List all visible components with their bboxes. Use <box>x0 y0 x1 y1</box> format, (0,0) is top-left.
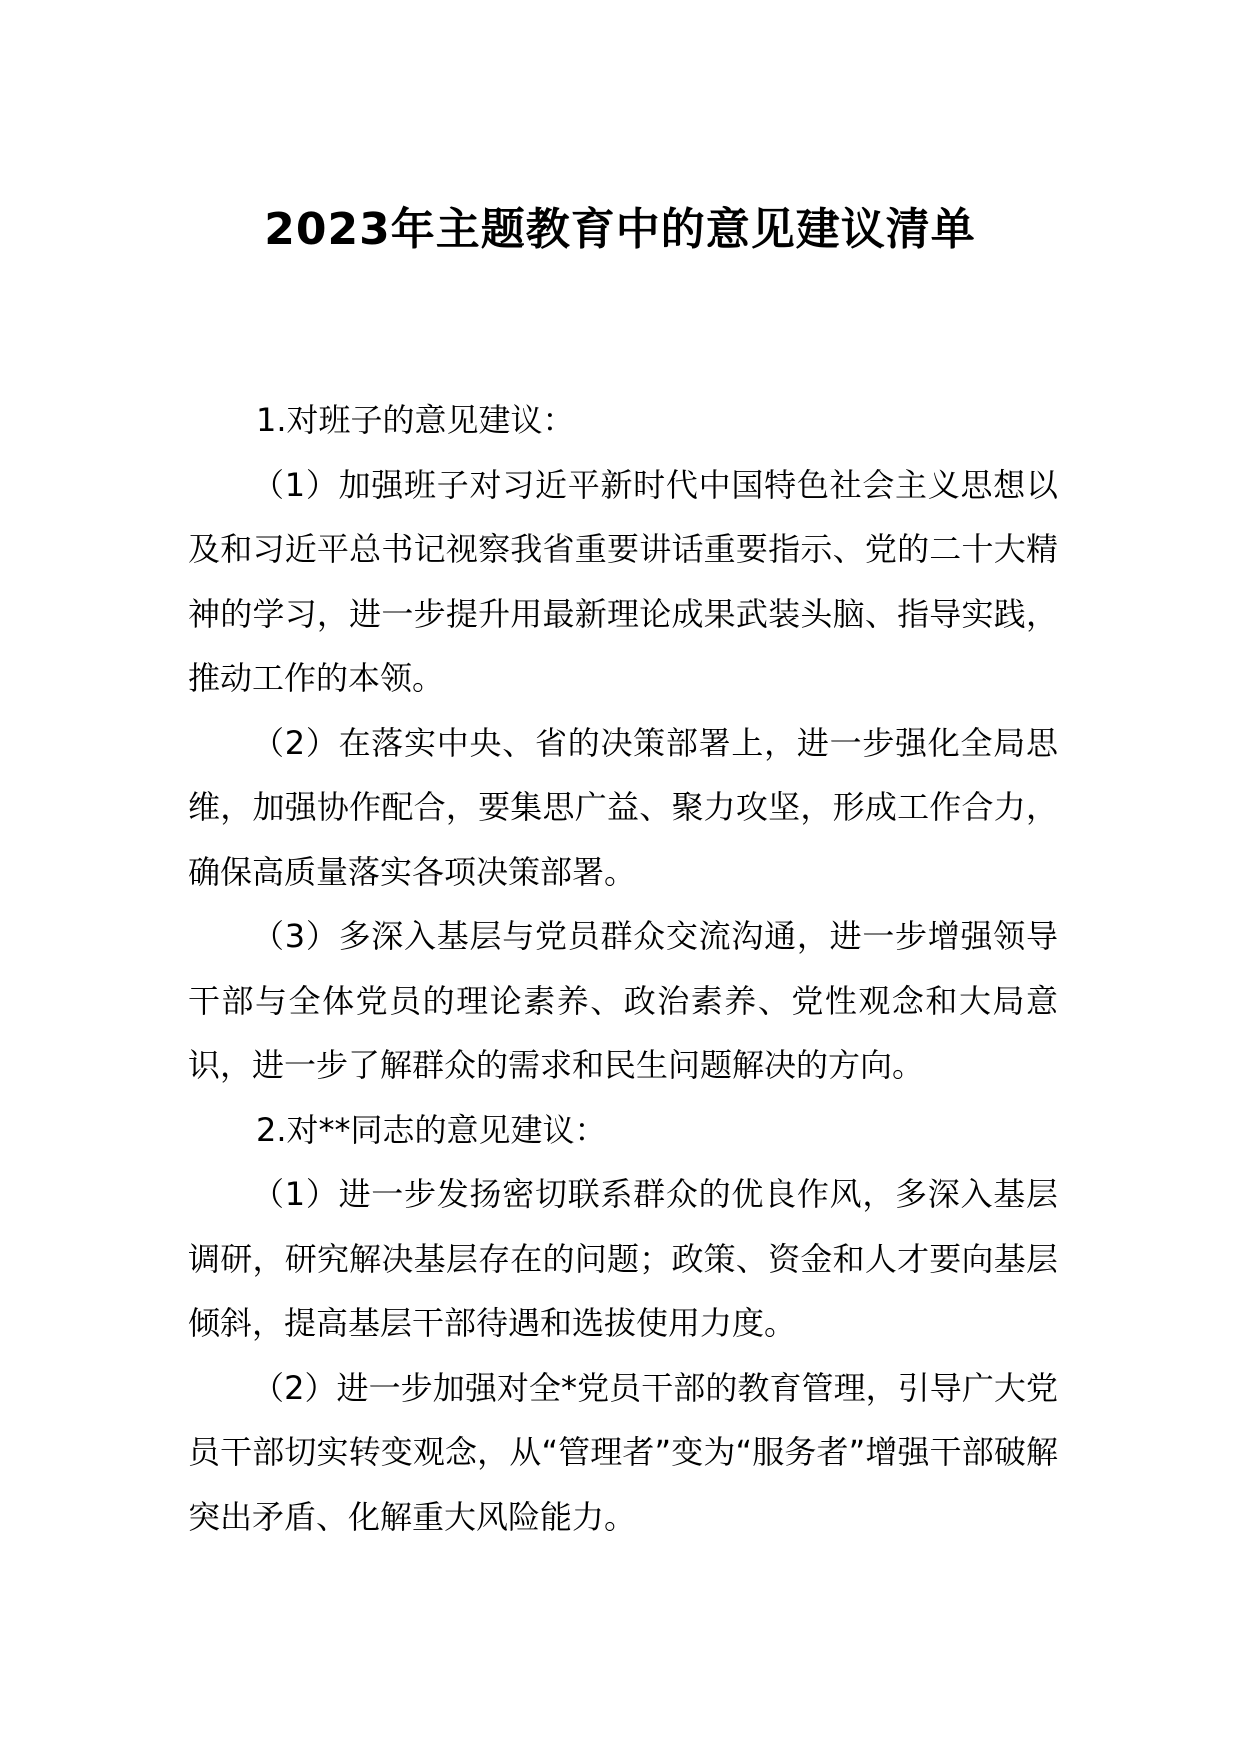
paragraph-comrade-2: （2）进一步加强对全*党员干部的教育管理，引导广大党员干部切实转变观念，从“管理者”变为“服务者”增强干部破解突出矛盾、化解重大风险能力。 <box>188 1368 1058 1536</box>
paragraph-team-3: （3）多深入基层与党员群众交流沟通，进一步增强领导干部与全体党员的理论素养、政治素养、党性观念和大局意识，进一步了解群众的需求和民生问题解决的方向。 <box>188 917 1058 1084</box>
section-heading-team: 1.对班子的意见建议： <box>256 401 575 439</box>
paragraph-team-2: （2）在落实中央、省的决策部署上，进一步强化全局思维，加强协作配合，要集思广益、聚力攻坚，形成工作合力，确保高质量落实各项决策部署。 <box>188 723 1058 891</box>
paragraph-team-1: （1）加强班子对习近平新时代中国特色社会主义思想以及和习近平总书记视察我省重要讲话重要指示、党的二十大精神的学习，进一步提升用最新理论成果武装头脑、指导实践，推动工作的本领。 <box>188 465 1058 697</box>
section-heading-comrade: 2.对**同志的意见建议： <box>256 1110 607 1149</box>
paragraph-comrade-1: （1）进一步发扬密切联系群众的优良作风，多深入基层调研，研究解决基层存在的问题；政策、资金和人才要向基层倾斜，提高基层干部待遇和选拔使用力度。 <box>188 1175 1058 1342</box>
document-title: 2023年主题教育中的意见建议清单 <box>264 204 976 255</box>
document-body <box>188 388 1058 1549</box>
